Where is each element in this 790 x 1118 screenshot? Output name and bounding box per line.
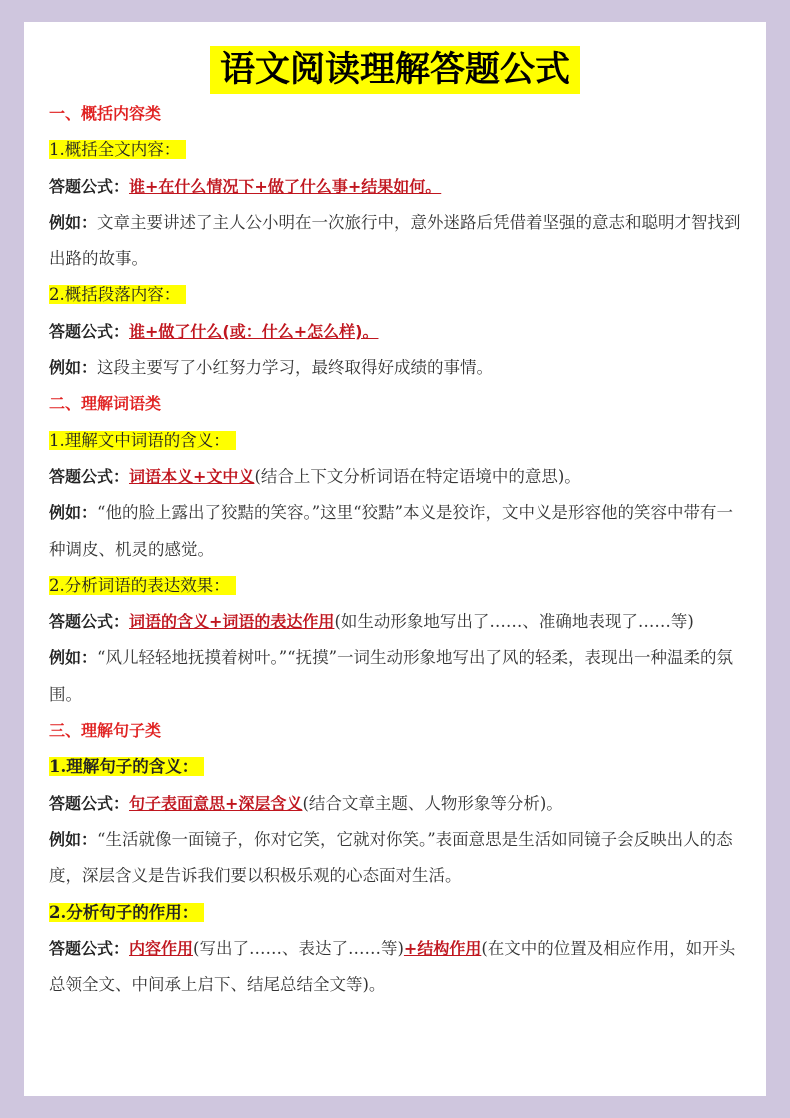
- formula-note: (写出了……、表达了……等): [193, 938, 404, 958]
- page-title: 语文阅读理解答题公式: [210, 46, 580, 94]
- formula-note: (结合文章主题、人物形象等分析)。: [302, 793, 563, 813]
- formula-note: (结合上下文分析词语在特定语境中的意思)。: [254, 466, 581, 486]
- subheading: [49, 749, 742, 785]
- subheading: [49, 277, 742, 313]
- formula-highlight: +结构作用: [403, 938, 482, 958]
- subheading: [49, 132, 742, 168]
- example-label: 例如：: [49, 829, 98, 849]
- example-label: 例如：: [49, 648, 98, 668]
- example-line: [49, 350, 742, 386]
- formula-line: [49, 931, 742, 1004]
- subheading-label: 1.概括全文内容：: [49, 140, 186, 159]
- subheading-label: 2.概括段落内容：: [49, 285, 186, 304]
- example-line: [49, 822, 742, 895]
- section-heading-text: 二、理解词语类: [49, 394, 162, 414]
- subheading: [49, 568, 742, 604]
- formula-line: [49, 314, 742, 350]
- example-line: [49, 495, 742, 568]
- formula-highlight: 谁+在什么情况下+做了什么事+结果如何。: [129, 176, 442, 196]
- formula-label: 答题公式：: [49, 176, 130, 196]
- formula-highlight: 词语的含义+词语的表达作用: [129, 612, 335, 632]
- formula-highlight: 词语本义+文中义: [129, 466, 255, 486]
- example-label: 例如：: [49, 358, 98, 378]
- formula-highlight: 内容作用: [129, 938, 194, 958]
- formula-highlight: 句子表面意思+深层含义: [129, 793, 303, 813]
- example-label: 例如：: [49, 503, 98, 523]
- example-text: “风儿轻轻地抚摸着树叶。”“抚摸”一词生动形象地写出了风的轻柔，表现出一种温柔的氛围。: [49, 648, 734, 704]
- example-label: 例如：: [49, 212, 98, 232]
- document-page: [24, 22, 766, 1096]
- section-heading-3: [49, 713, 742, 749]
- section-heading-text: 三、理解句子类: [49, 721, 162, 741]
- formula-note: (在文中的位置及相应作用，如开头总领全文、中间承上启下、结尾总结全文等)。: [49, 938, 736, 995]
- example-text: “他的脸上露出了狡黠的笑容。”这里“狡黠”本义是狡诈，文中义是形容他的笑容中带有一种调皮、机灵的感觉。: [49, 503, 734, 559]
- example-text: “生活就像一面镜子，你对它笑，它就对你笑。”表面意思是生活如同镜子会反映出人的态度，深层含义是告诉我们要以积极乐观的心态面对生活。: [49, 829, 733, 886]
- subheading-label: 1.理解句子的含义：: [49, 757, 204, 776]
- example-line: [49, 640, 742, 713]
- formula-label: 答题公式：: [49, 793, 130, 813]
- subheading-label: 1.理解文中词语的含义：: [49, 431, 236, 450]
- subheading: [49, 895, 742, 931]
- document-body: [24, 96, 766, 1003]
- formula-line: [49, 604, 742, 640]
- formula-label: 答题公式：: [49, 938, 130, 958]
- formula-line: [49, 169, 742, 205]
- example-line: [49, 205, 742, 278]
- subheading-label: 2.分析词语的表达效果：: [49, 576, 236, 595]
- example-text: 这段主要写了小红努力学习，最终取得好成绩的事情。: [97, 358, 494, 378]
- formula-label: 答题公式：: [49, 466, 130, 486]
- section-heading-2: [49, 386, 742, 422]
- formula-highlight: 谁+做了什么(或：什么+怎么样)。: [129, 321, 379, 341]
- subheading-label: 2.分析句子的作用：: [49, 903, 204, 922]
- section-heading-1: [49, 96, 742, 132]
- formula-note: (如生动形象地写出了……、准确地表现了……等): [334, 612, 694, 632]
- formula-label: 答题公式：: [49, 612, 130, 632]
- formula-line: [49, 459, 742, 495]
- formula-line: [49, 786, 742, 822]
- formula-label: 答题公式：: [49, 321, 130, 341]
- section-heading-text: 一、概括内容类: [49, 104, 162, 123]
- example-text: 文章主要讲述了主人公小明在一次旅行中，意外迷路后凭借着坚强的意志和聪明才智找到出路的故事。: [49, 212, 741, 269]
- subheading: [49, 423, 742, 459]
